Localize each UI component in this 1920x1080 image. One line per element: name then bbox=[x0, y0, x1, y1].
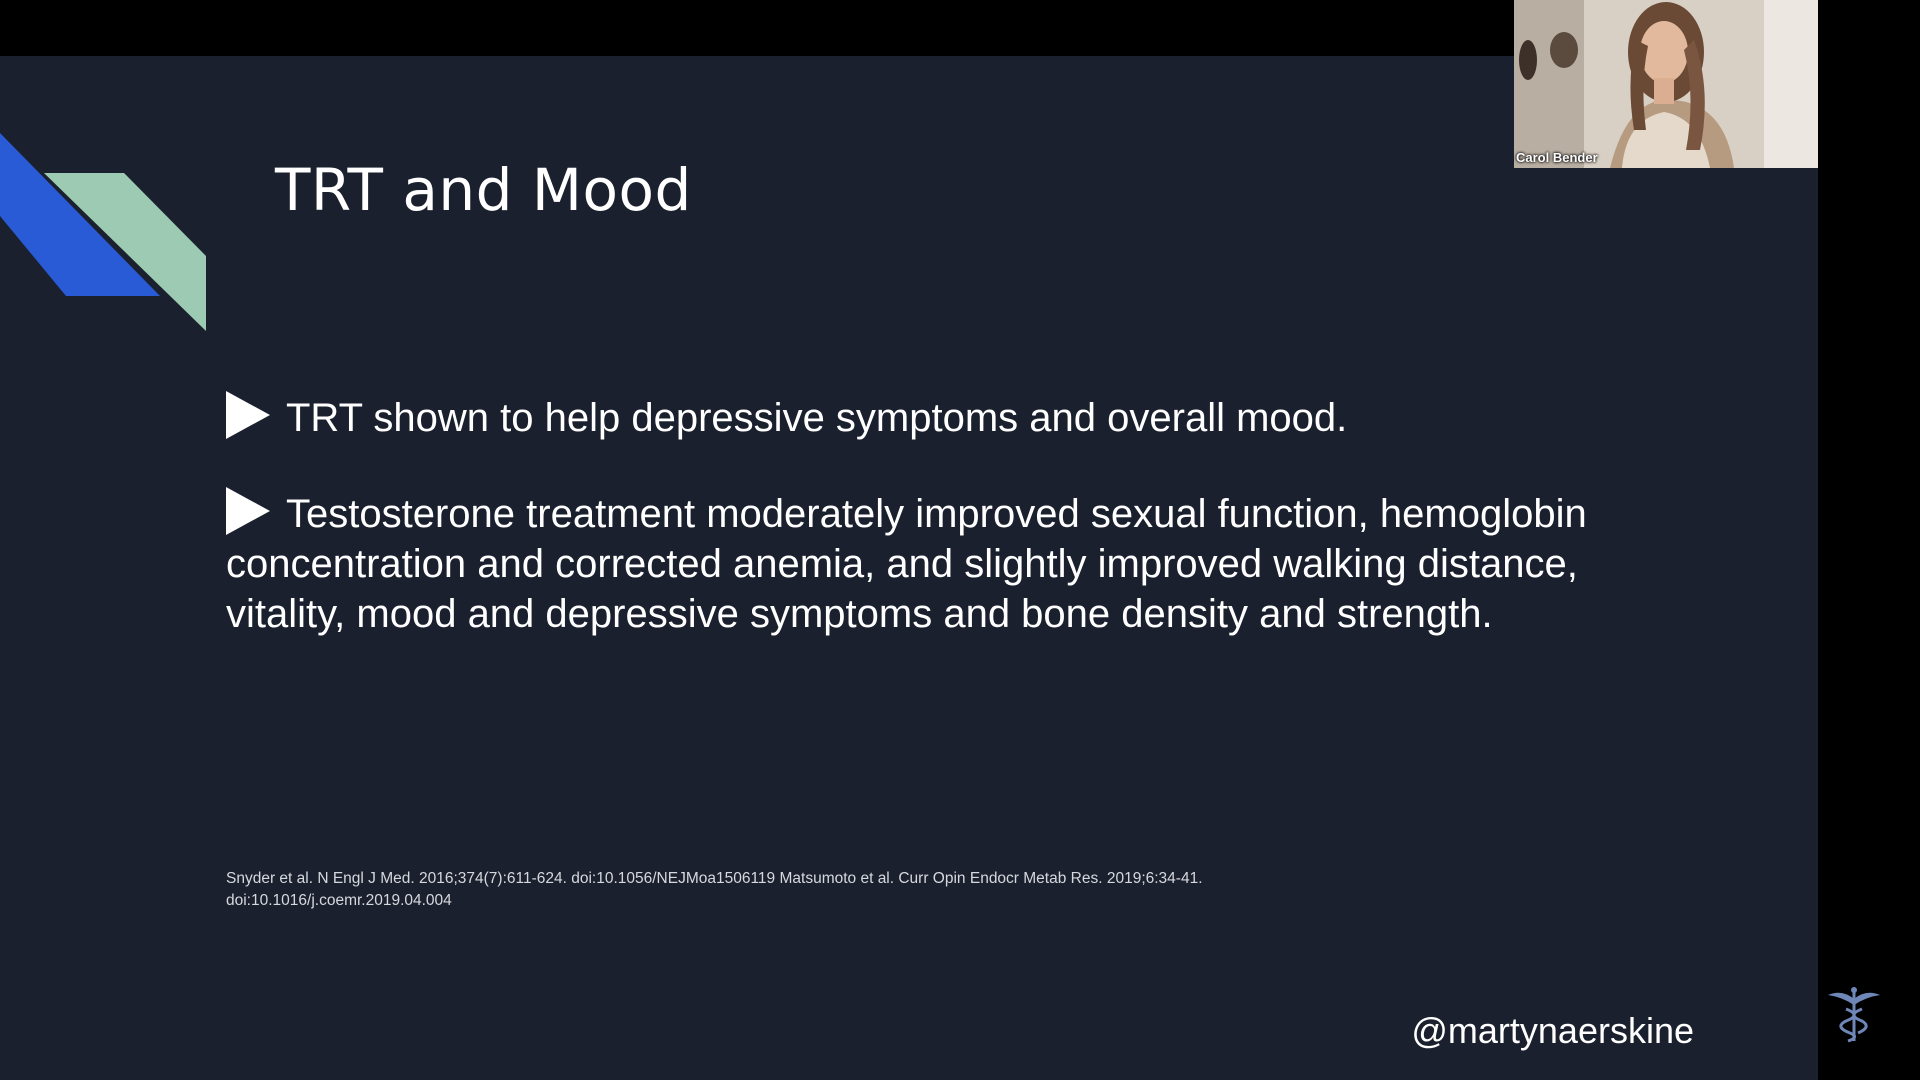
participant-name: Carol Bender bbox=[1516, 150, 1598, 165]
participant-video-tile[interactable] bbox=[1514, 0, 1818, 168]
citation-line: Snyder et al. N Engl J Med. 2016;374(7):611-624. doi:10.1056/NEJMoa1506119 Matsumoto et al. Curr Opin Endocr Metab Res. 2019;6:34-41. bbox=[226, 870, 1203, 887]
social-handle: @martynaerskine bbox=[1411, 1010, 1694, 1051]
bullet-text: TRT shown to help depressive symptoms and overall mood. bbox=[286, 396, 1348, 440]
participant-video bbox=[1514, 0, 1818, 168]
bullet-item bbox=[226, 391, 1626, 443]
bullet-item bbox=[226, 487, 1626, 639]
triangle-right-icon bbox=[226, 487, 270, 535]
citation-line: doi:10.1016/j.coemr.2019.04.004 bbox=[226, 892, 452, 909]
caduceus-icon bbox=[1826, 985, 1882, 1045]
decorative-stripes bbox=[0, 56, 220, 356]
triangle-right-icon bbox=[226, 391, 270, 439]
slide-title: TRT and Mood bbox=[275, 156, 692, 224]
bullet-text: Testosterone treatment moderately improved sexual function, hemoglobin concentration and corrected anemia, and slightly improved walking distance, vitality, mood and depressive symptoms and bone density and strength. bbox=[226, 492, 1587, 636]
presentation-slide bbox=[0, 56, 1818, 1080]
bullet-list bbox=[226, 391, 1626, 683]
citation bbox=[226, 868, 1406, 912]
